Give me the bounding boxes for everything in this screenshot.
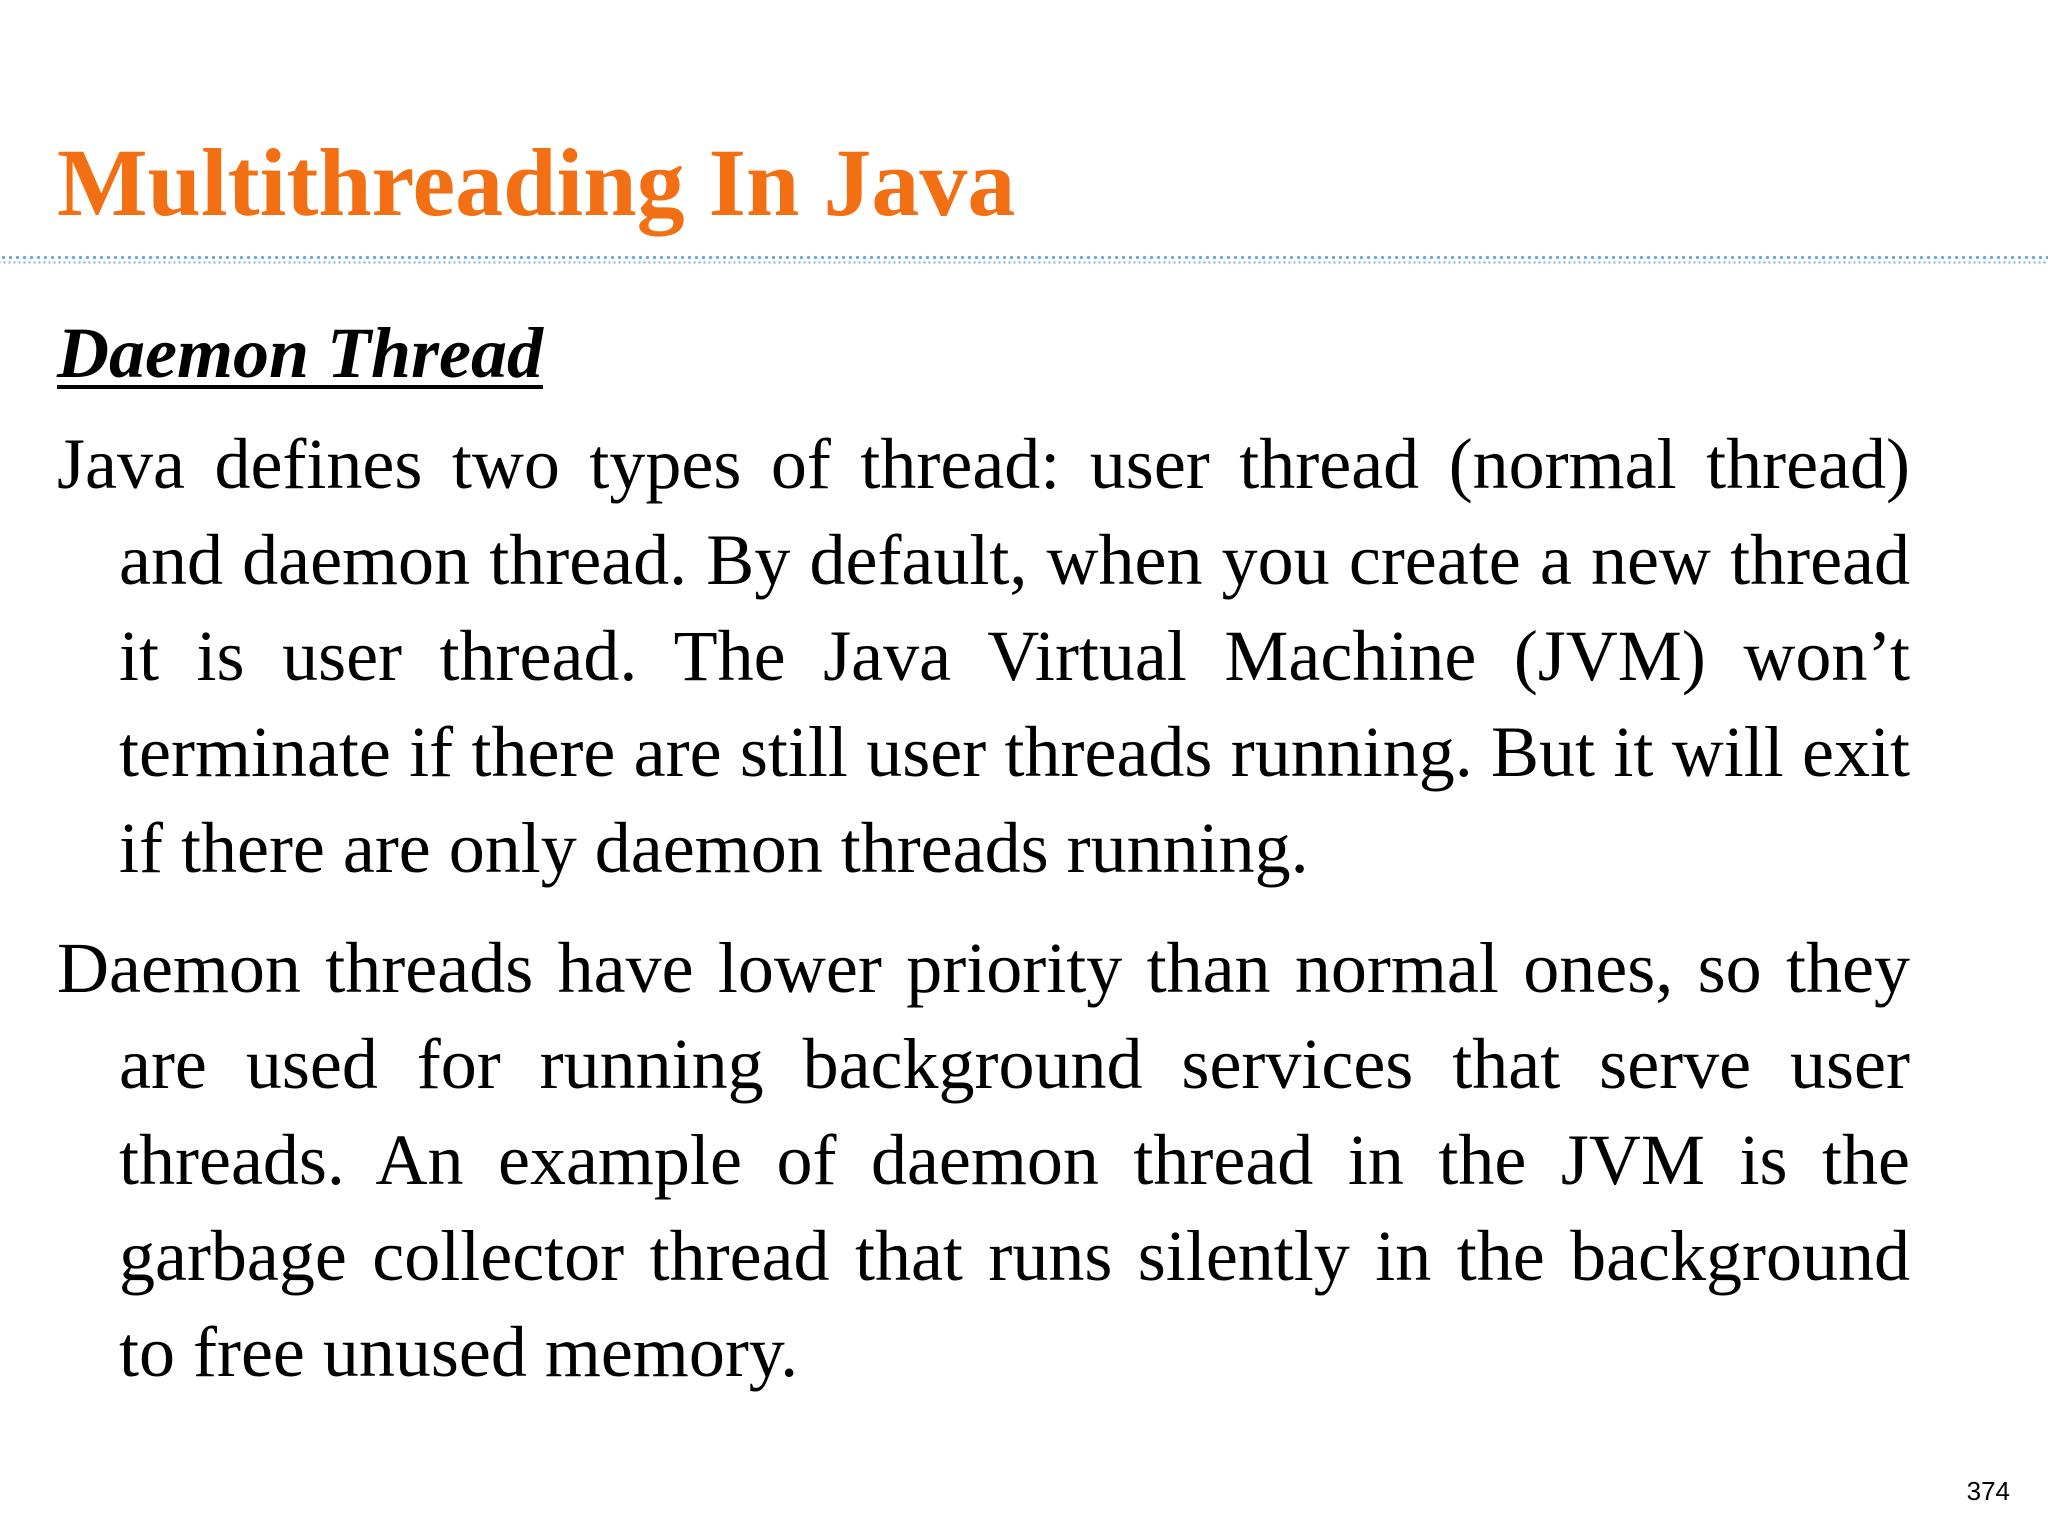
slide-title: Multithreading In Java <box>57 129 1016 236</box>
section-heading: Daemon Thread <box>57 313 543 393</box>
title-divider <box>0 255 2048 265</box>
slide-body <box>57 310 1910 1424</box>
paragraph-user-vs-daemon: Java defines two types of thread: user thread (normal thread) and daemon thread. By default, when you create a new thread it is user thread. The Java Virtual Machine (JVM) won’t terminate if there are still user threads running. But it will exit if there are only daemon threads running. <box>57 424 1910 888</box>
page-number: 374 <box>1966 1476 2010 1506</box>
paragraph-daemon-priority: Daemon threads have lower priority than normal ones, so they are used for running background services that serve user threads. An example of daemon thread in the JVM is the garbage collector thread that runs silently in the background to free unused memory. <box>57 928 1910 1392</box>
